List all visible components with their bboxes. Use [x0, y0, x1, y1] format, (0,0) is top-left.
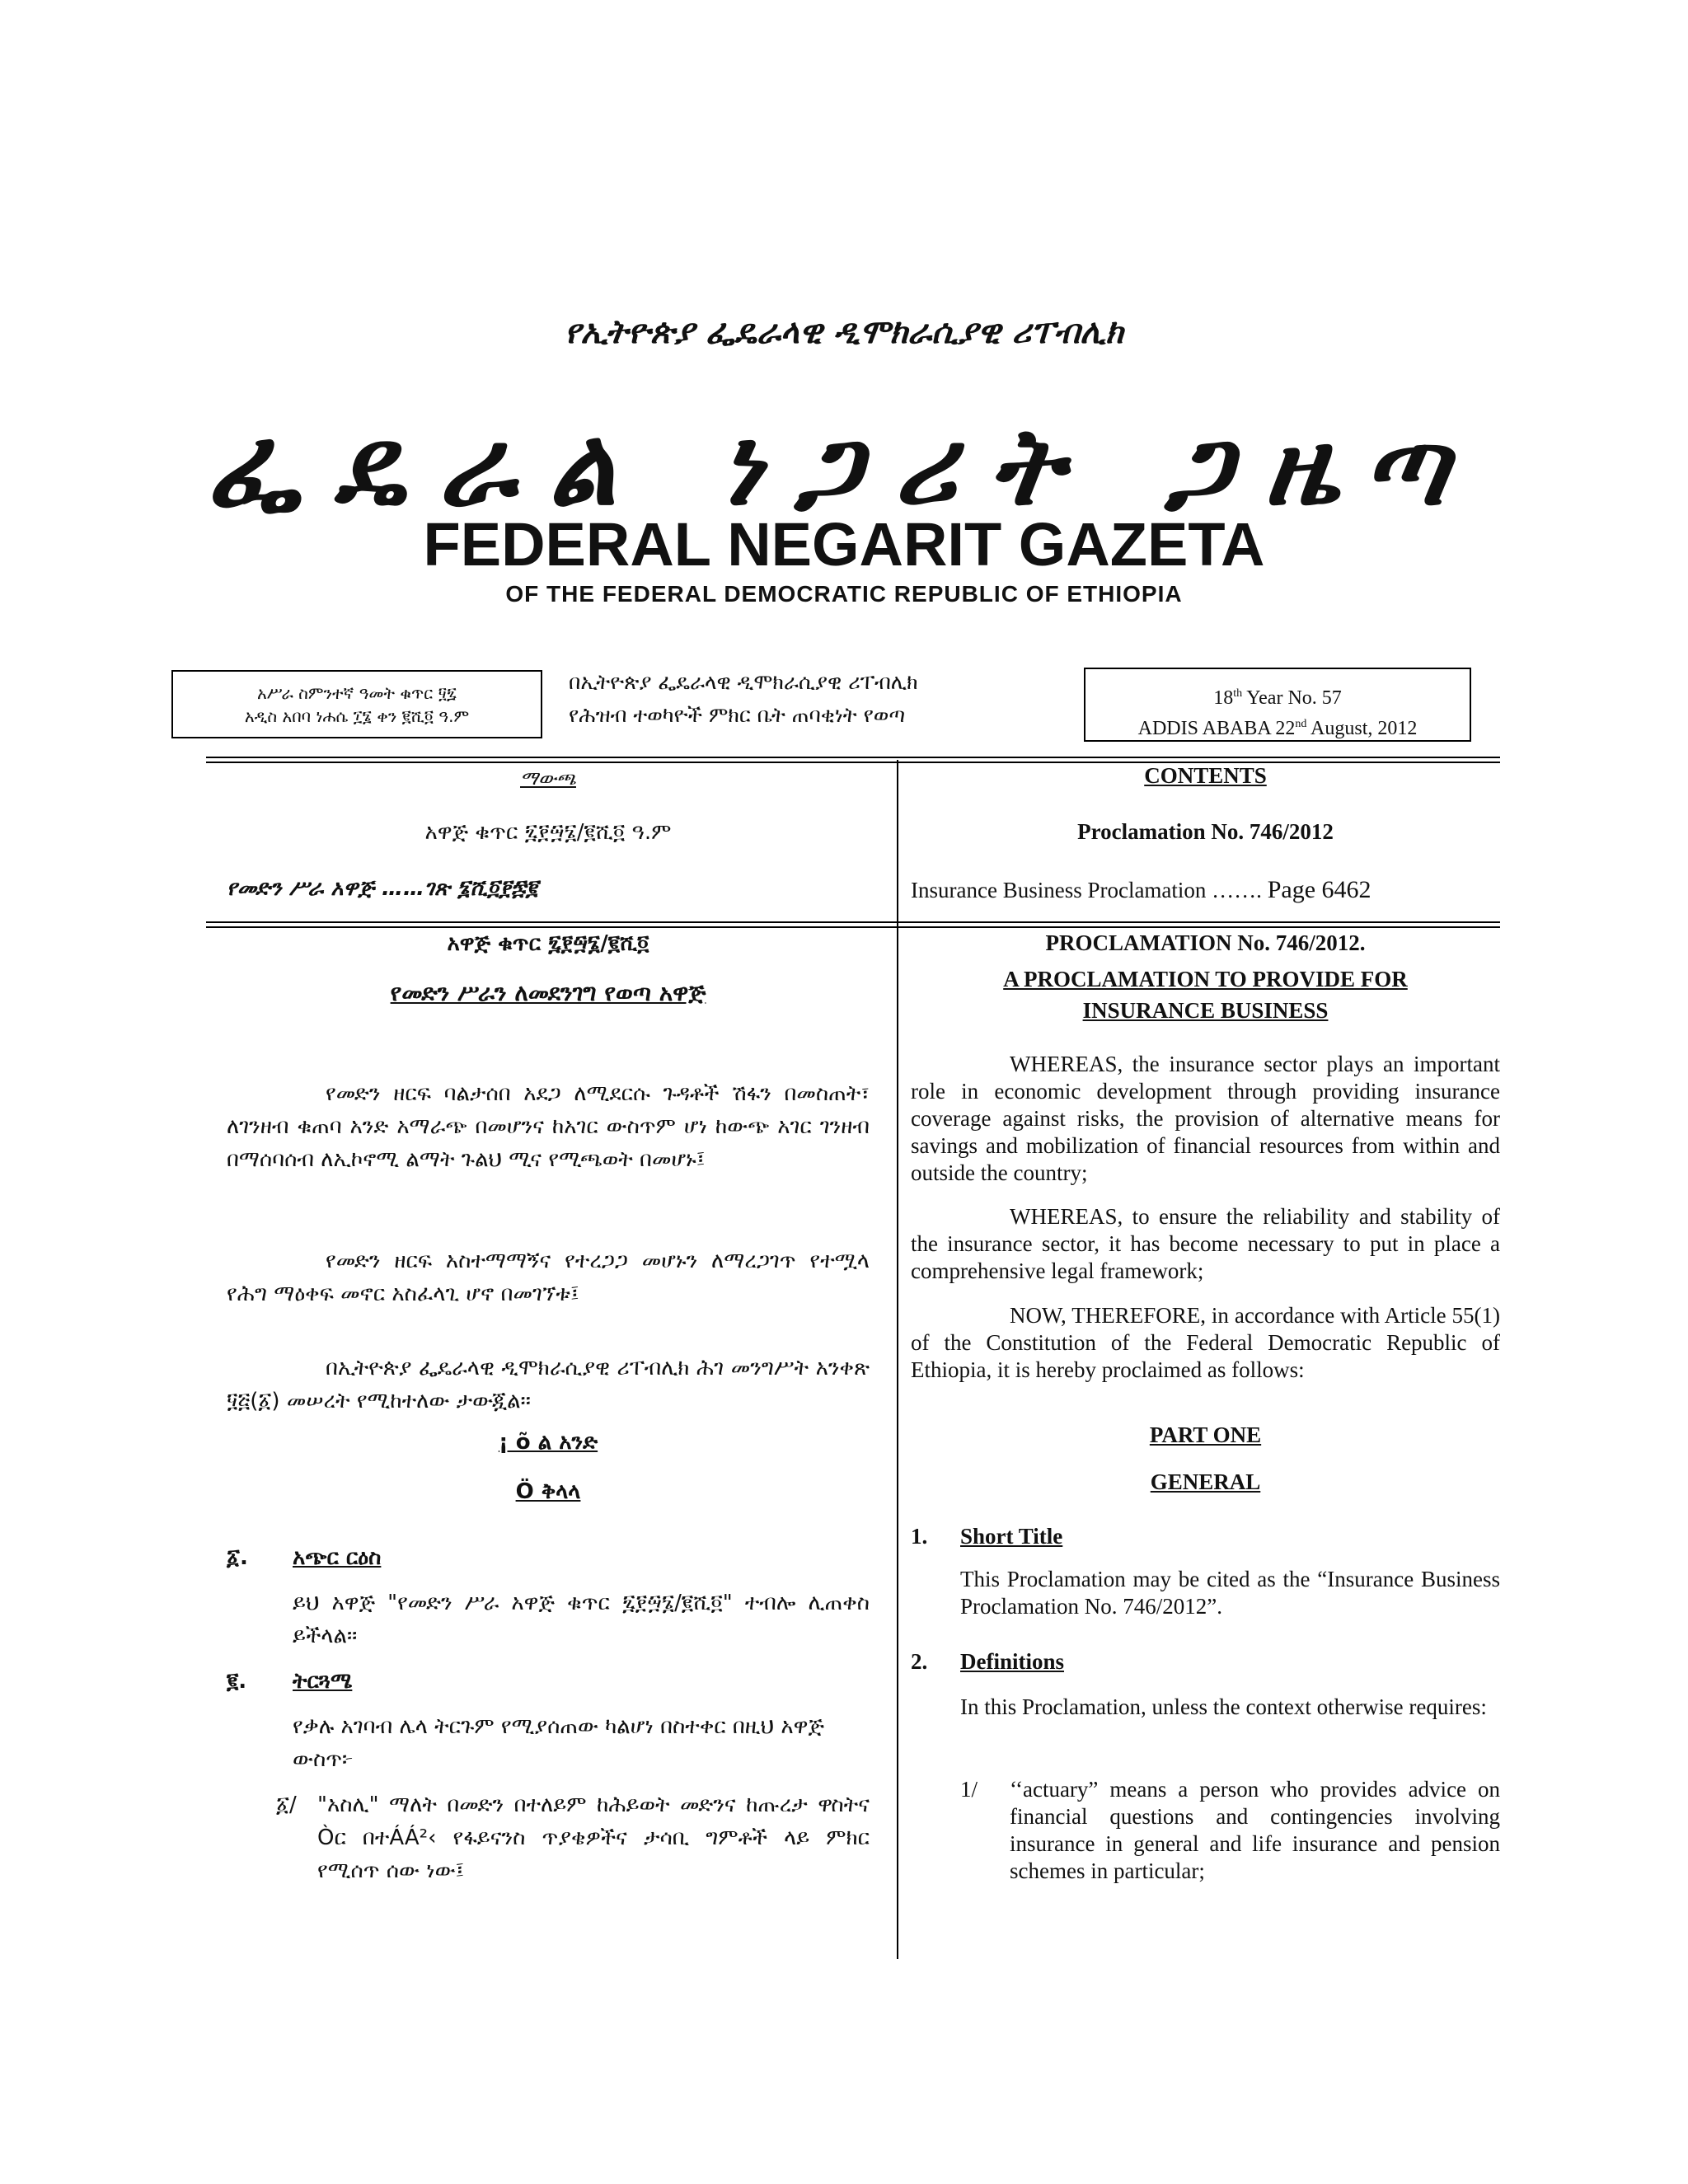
issuing-authority-line-2: የሕዝብ ተወካዮች ምክር ቤት ጠባቂነት የወጣ [569, 703, 906, 727]
amharic-place-date: አዲስ አበባ ነሐሴ ፲፮ ቀን ፪ሺ፬ ዓ.ም [244, 706, 470, 726]
amharic-contents-heading: ማውጫ [520, 768, 576, 790]
english-proclamation-number: PROCLAMATION No. 746/2012. [1045, 930, 1366, 955]
amharic-issue-box [171, 670, 542, 738]
amharic-general: Ö ቅላላ [515, 1479, 581, 1504]
english-section-2-text: In this Proclamation, unless the context otherwise requires: [960, 1694, 1487, 1719]
amharic-section-1-heading [227, 1541, 870, 1582]
amharic-contents-entry: የመድን ሥራ አዋጅ ……ገጽ ፮ሺ፬፻፷፪ [227, 876, 538, 901]
amharic-preamble-3: በኢትዮጵያ ፌዴራላዊ ዲሞክራሲያዊ ሪፐብሊክ ሕገ መንግሥት አንቀጽ ፶፭(፩) መሠረት የሚከተለው ታውጇል፡፡ [227, 1356, 870, 1413]
english-section-1-title: Short Title [960, 1524, 1063, 1549]
amharic-section-2-heading [227, 1665, 870, 1706]
amharic-definition-1-number: ፩/ [276, 1793, 297, 1817]
contents-entry-title: Insurance Business Proclamation ……. [911, 878, 1268, 902]
english-preamble-1: WHEREAS, the insurance sector plays an important role in economic development through providing insurance coverage against risks, the provision of alternative means for savings and mobilization of financial resources from within and outside the country; [911, 1052, 1500, 1185]
english-republic-subtitle: OF THE FEDERAL DEMOCRATIC REPUBLIC OF ETHIOPIA [505, 581, 1183, 607]
amharic-section-1-number: ፩. [227, 1545, 248, 1570]
english-section-1-number: 1. [911, 1524, 928, 1549]
english-definition-1-number: 1/ [960, 1777, 978, 1802]
english-part-one: PART ONE [1149, 1422, 1262, 1447]
amharic-section-1-title: አጭር ርዕስ [293, 1545, 382, 1570]
amharic-proclamation-number: አዋጅ ቁጥር ፯፻፵፮/፪ሺ፬ [447, 931, 649, 956]
english-proclamation-title-1: A PROCLAMATION TO PROVIDE FOR [1003, 967, 1408, 991]
issuing-authority [569, 666, 1080, 732]
year-ordinal: 18 [1213, 687, 1234, 709]
amharic-section-2-number: ፪. [227, 1669, 247, 1694]
amharic-year-number: አሥራ ስምንተኛ ዓመት ቁጥር ፶፯ [257, 683, 457, 703]
english-gazette-title: FEDERAL NEGARIT GAZETA [423, 510, 1265, 579]
amharic-gazette-title: ፌዴራል ነጋሪት ጋዜጣ [207, 404, 1481, 529]
english-contents-entry [911, 876, 1500, 904]
english-place-date [1085, 711, 1470, 742]
amharic-preamble-2: የመድን ዘርፍ አስተማማኝና የተረጋጋ መሆኑን ለማረጋገጥ የተሟላ የሕግ ማዕቀፍ መኖር አስፈላጊ ሆኖ በመገኘቱ፤ [227, 1249, 870, 1306]
english-section-2-heading [911, 1648, 1500, 1681]
amharic-section-2-title: ትርጓሜ [293, 1669, 353, 1694]
amharic-republic-title: የኢትዮጵያ ፌዴራላዊ ዲሞክራሲያዊ ሪፐብሊክ [564, 313, 1124, 351]
english-issue-box [1084, 668, 1471, 742]
english-preamble-3: NOW, THEREFORE, in accordance with Article 55(1) of the Constitution of the Federal Democratic Republic of Ethiopia, it is hereby proclaimed as follows: [911, 1303, 1500, 1382]
amharic-part-one: ¡ õ ል አንድ [498, 1430, 598, 1455]
place-date: ADDIS ABABA 22 [1137, 718, 1296, 739]
date-rest: August, 2012 [1306, 718, 1418, 739]
amharic-preamble-1: የመድን ዘርፍ ባልታሰበ አደጋ ለሚደርሱ ጉዳቶች ሽፋን በመስጠት፣ ለገንዘብ ቁጠባ አንድ አማራጭ በመሆንና ከአገር ውስጥም ሆነ ከውጭ አገር ገንዘብ በማሰባሰብ ለኢኮኖሚ ልማት ጉልህ ሚና የሚጫወት በመሆኑ፤ [227, 1081, 870, 1172]
english-definition-1-text: ‘‘actuary” means a person who provides advice on financial questions and contingencies involving insurance in general and life insurance and pension schemes in particular; [1010, 1777, 1500, 1883]
english-preamble-2: WHEREAS, to ensure the reliability and stability of the insurance sector, it has become necessary to put in place a comprehensive legal framework; [911, 1204, 1500, 1283]
contents-entry-page: Page 6462 [1267, 876, 1372, 903]
column-divider [897, 760, 898, 1959]
issuing-authority-line-1: በኢትዮጵያ ፌዴራላዊ ዲሞክራሲያዊ ሪፐብሊክ [569, 670, 918, 694]
english-general: GENERAL [1150, 1469, 1261, 1494]
amharic-section-2-text: የቃሉ አገባብ ሌላ ትርጉም የሚያሰጠው ካልሆነ በስተቀር በዚህ አዋጅ ውስጥ፦ [293, 1714, 824, 1772]
year-ordinal-suffix: th [1233, 687, 1243, 700]
date-suffix: nd [1295, 718, 1307, 730]
year-rest: Year No. 57 [1242, 687, 1342, 709]
english-section-2-number: 2. [911, 1649, 928, 1674]
english-contents-heading: CONTENTS [1144, 763, 1267, 788]
english-year-number [1085, 681, 1470, 711]
english-section-1-text: This Proclamation may be cited as the “Insurance Business Proclamation No. 746/2012”. [960, 1567, 1500, 1619]
english-contents-proc: Proclamation No. 746/2012 [1077, 819, 1334, 844]
english-section-2-title: Definitions [960, 1649, 1065, 1674]
amharic-section-1-text: ይህ አዋጅ "የመድን ሥራ አዋጅ ቁጥር ፯፻፵፮/፪ሺ፬" ተብሎ ሊጠቀስ ይችላል፡፡ [293, 1591, 870, 1648]
english-proclamation-title-2: INSURANCE BUSINESS [1082, 998, 1329, 1023]
amharic-contents [227, 762, 870, 795]
amharic-proclamation-title: የመድን ሥራን ለመደንገግ የወጣ አዋጅ [390, 979, 706, 1006]
amharic-contents-proc: አዋጅ ቁጥር ፯፻፵፮/፪ሺ፬ ዓ.ም [424, 820, 672, 845]
amharic-definition-1-text: "አስሊ" ማለት በመድን በተለይም ከሕይወት መድንና ከጡረታ ዋስትና Òር በተÁÁ²‹ የፋይናንስ ጥያቄዎችና ታሳቢ ግምቶች ላይ ምክር የሚሰጥ ሰው ነው፤ [317, 1793, 870, 1883]
english-section-1-heading [911, 1523, 1500, 1556]
